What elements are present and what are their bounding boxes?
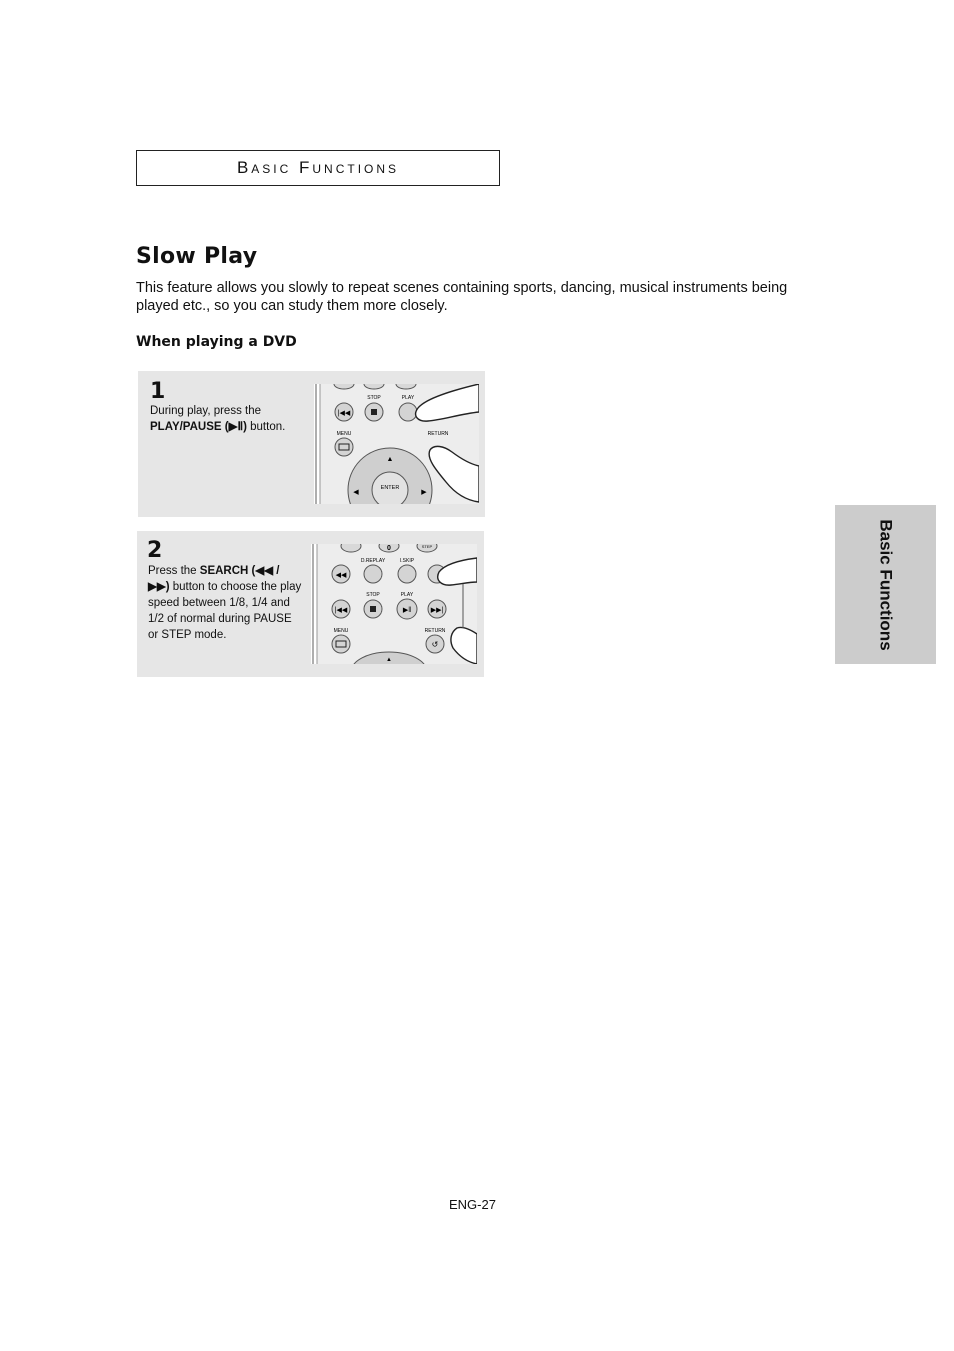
step-label: STEP: [421, 544, 433, 549]
play-pause-icon: [399, 403, 417, 421]
step-1-panel: [138, 371, 485, 517]
subheading-dvd: When playing a DVD: [136, 334, 297, 350]
svg-text:▶‖: ▶‖: [402, 607, 412, 614]
d-replay-label: D.REPLAY: [360, 558, 386, 564]
menu-icon: [335, 438, 353, 456]
svg-text:▲: ▲: [386, 657, 392, 663]
svg-text:◀◀: ◀◀: [335, 572, 347, 579]
menu-icon: [332, 635, 350, 653]
step-1-text-bold: PLAY/PAUSE (▶Ⅱ): [150, 421, 247, 433]
step-2-panel: [137, 531, 484, 677]
step-2-text-bold: SEARCH (◀◀ / ▶▶): [148, 565, 280, 593]
svg-text:|◀◀: |◀◀: [334, 607, 348, 614]
section-header-title: Basic Functions: [236, 158, 400, 177]
step-1-instruction: [150, 403, 310, 435]
svg-text:↺: ↺: [431, 640, 439, 649]
step-1-number: 1: [150, 379, 166, 404]
step-1-text-pre: During play, press the: [150, 405, 262, 417]
svg-text:▶▶|: ▶▶|: [430, 607, 444, 614]
step-2-number: 2: [147, 538, 163, 563]
svg-text:▲: ▲: [386, 456, 394, 463]
return-label: RETURN: [424, 628, 446, 634]
stop-label: STOP: [366, 592, 380, 598]
play-label: PLAY: [400, 592, 414, 598]
step-2-text-pre: Press the: [148, 565, 200, 577]
menu-label: MENU: [336, 431, 352, 437]
stop-label: STOP: [367, 395, 381, 401]
step-2-remote-illustration: [311, 544, 477, 664]
step-2-text-post: button to choose the play speed between 1/8, 1/4 and 1/2 of normal during PAUSE or STEP mode.: [148, 581, 302, 641]
svg-text:◀: ◀: [353, 489, 359, 496]
i-skip-label: I.SKIP: [399, 558, 415, 564]
side-section-tab: [835, 505, 936, 664]
page-number: ENG-27: [449, 1197, 496, 1212]
page-title: Slow Play: [136, 244, 258, 269]
menu-label: MENU: [333, 628, 349, 634]
zero-label: 0: [387, 545, 391, 552]
intro-paragraph: This feature allows you slowly to repeat scenes containing sports, dancing, musical instruments being played etc., so you can study them more closely.: [136, 280, 788, 314]
svg-text:▶: ▶: [421, 489, 427, 496]
step-1-remote-illustration: [314, 384, 479, 504]
side-tab-label: Basic Functions: [876, 518, 896, 651]
svg-text:|◀◀: |◀◀: [337, 410, 351, 417]
enter-label: ENTER: [380, 485, 400, 491]
step-2-instruction: [148, 563, 303, 643]
section-header-box: [136, 150, 500, 186]
return-label: RETURN: [427, 431, 449, 437]
step-1-text-post: button.: [246, 421, 286, 433]
play-label: PLAY: [401, 395, 415, 401]
